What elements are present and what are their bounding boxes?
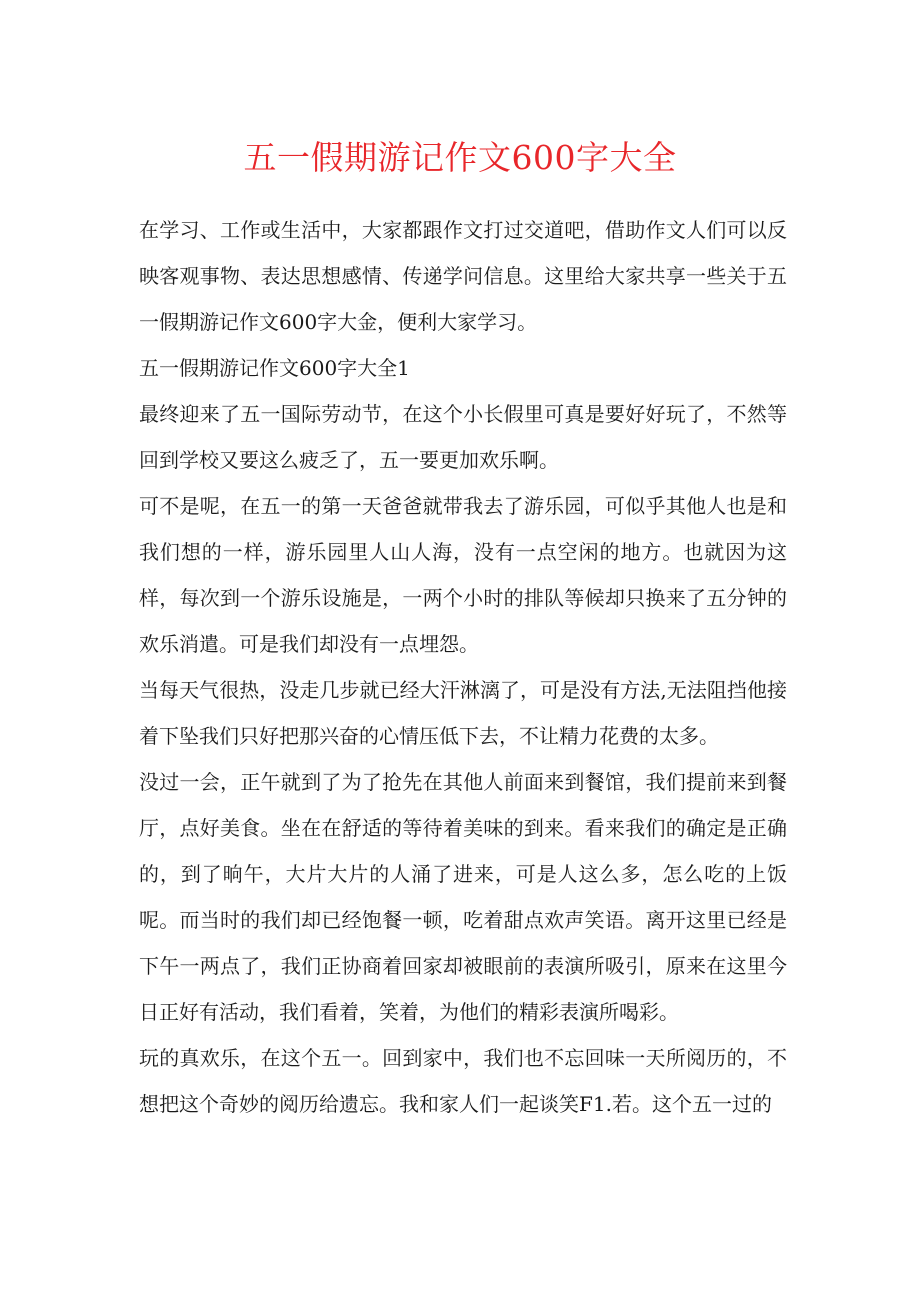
paragraph: 当每天气很热，没走几步就已经大汗淋漓了，可是没有方法,无法阻挡他接着下坠我们只好把那兴奋的心情压低下去，不让精力花费的太多。 [139, 678, 787, 748]
paragraph: 玩的真欢乐，在这个五一。回到家中，我们也不忘回味一天所阅历的，不想把这个奇妙的阅历给遗忘。我和家人们一起谈笑F1.若。这个五一过的 [139, 1046, 787, 1116]
document-body [139, 207, 787, 1127]
paragraph-intro: 在学习、工作或生活中，大家都跟作文打过交道吧，借助作文人们可以反映客观事物、表达思想感情、传递学问信息。这里给大家共享一些关于五一假期游记作文600字大金，便利大家学习。 [139, 218, 787, 334]
document-title: 五一假期游记作文600字大全 [243, 138, 677, 177]
paragraph: 最终迎来了五一国际劳动节，在这个小长假里可真是要好好玩了，不然等回到学校又要这么疲乏了，五一要更加欢乐啊。 [139, 402, 787, 472]
paragraph: 可不是呢，在五一的第一天爸爸就带我去了游乐园，可似乎其他人也是和我们想的一样，游乐园里人山人海，没有一点空闲的地方。也就因为这样，每次到一个游乐设施是，一两个小时的排队等候却只换来了五分钟的欢乐消遣。可是我们却没有一点埋怨。 [139, 494, 787, 656]
section-heading: 五一假期游记作文600字大全1 [139, 356, 410, 380]
paragraph: 没过一会，正午就到了为了抢先在其他人前面来到餐馆，我们提前来到餐厅，点好美食。坐在在舒适的等待着美味的到来。看来我们的确定是正确的，到了晌午，大片大片的人涌了进来，可是人这么多，怎么吃的上饭呢。而当时的我们却已经饱餐一顿，吃着甜点欢声笑语。离开这里已经是下午一两点了，我们正协商着回家却被眼前的表演所吸引，原来在这里今日正好有活动，我们看着，笑着，为他们的精彩表演所喝彩。 [139, 770, 787, 1024]
